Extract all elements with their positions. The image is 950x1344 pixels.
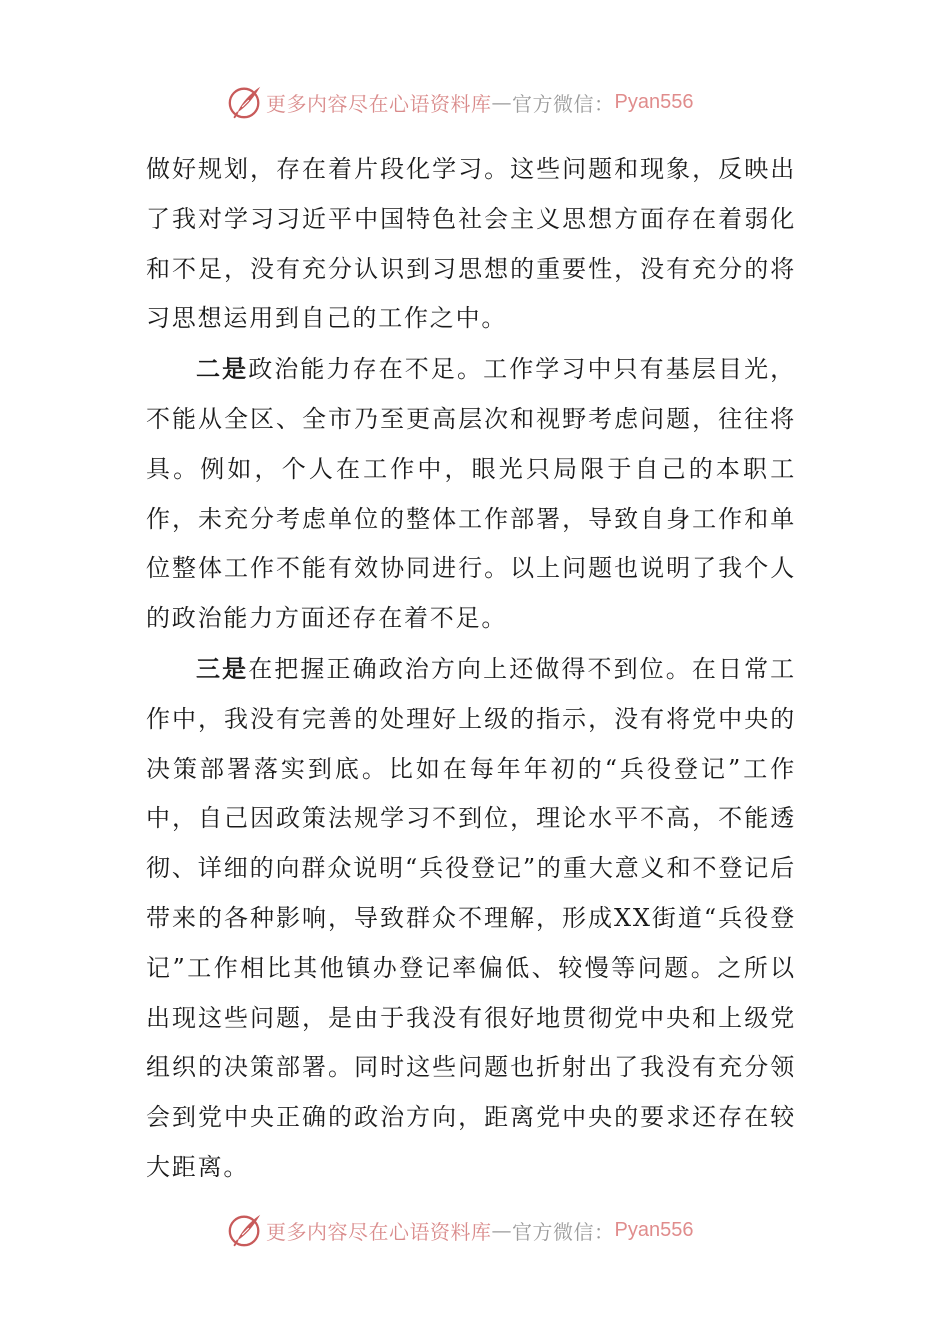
header-banner bbox=[226, 82, 746, 122]
document-body bbox=[146, 145, 796, 1193]
paragraph-2-lead: 二是 bbox=[196, 354, 249, 384]
paragraph-3 bbox=[146, 644, 796, 1193]
paragraph-3-text: 在把握正确政治方向上还做得不到位。在日常工作中，我没有完善的处理好上级的指示，没有将党中央的决策部署落实到底。比如在每年年初的“兵役登记”工作中，自己因政策法规学习不到位，理论水平不高，不能透彻、详细的向群众说明“兵役登记”的重大意义和不登记后带来的各种影响，导致群众不理解，形成XX街道“兵役登记”工作相比其他镇办登记率偏低、较慢等问题。之所以出现这些问题，是由于我没有很好地贯彻党中央和上级党组织的决策部署。同时这些问题也折射出了我没有充分领会到党中央正确的政治方向，距离党中央的要求还存在较大距离。 bbox=[146, 654, 796, 1181]
paragraph-3-lead: 三是 bbox=[196, 653, 249, 683]
footer-slogan: 更多内容尽在心语资料库 bbox=[266, 1219, 492, 1244]
footer-wechat-id: Pyan556 bbox=[614, 1218, 694, 1241]
quill-pen-logo-icon bbox=[226, 83, 264, 121]
banner-slogan: 更多内容尽在心语资料库 bbox=[266, 91, 492, 116]
footer-separator: — bbox=[491, 1218, 512, 1242]
banner-separator: — bbox=[491, 90, 512, 114]
paragraph-2-text: 政治能力存在不足。工作学习中只有基层目光，不能从全区、全市乃至更高层次和视野考虑问题，往往将具。例如，个人在工作中，眼光只局限于自己的本职工作，未充分考虑单位的整体工作部署，导致自身工作和单位整体工作不能有效协同进行。以上问题也说明了我个人的政治能力方面还存在着不足。 bbox=[146, 355, 796, 633]
footer-banner bbox=[226, 1210, 746, 1250]
banner-wechat-label: 官方微信： bbox=[512, 91, 615, 116]
banner-wechat-id: Pyan556 bbox=[614, 90, 694, 113]
footer-wechat-label: 官方微信： bbox=[512, 1219, 615, 1244]
paragraph-2 bbox=[146, 344, 796, 644]
quill-pen-logo-icon bbox=[226, 1211, 264, 1249]
paragraph-1: 做好规划，存在着片段化学习。这些问题和现象，反映出了我对学习习近平中国特色社会主义思想方面存在着弱化和不足，没有充分认识到习思想的重要性，没有充分的将习思想运用到自己的工作之中。 bbox=[146, 155, 796, 333]
